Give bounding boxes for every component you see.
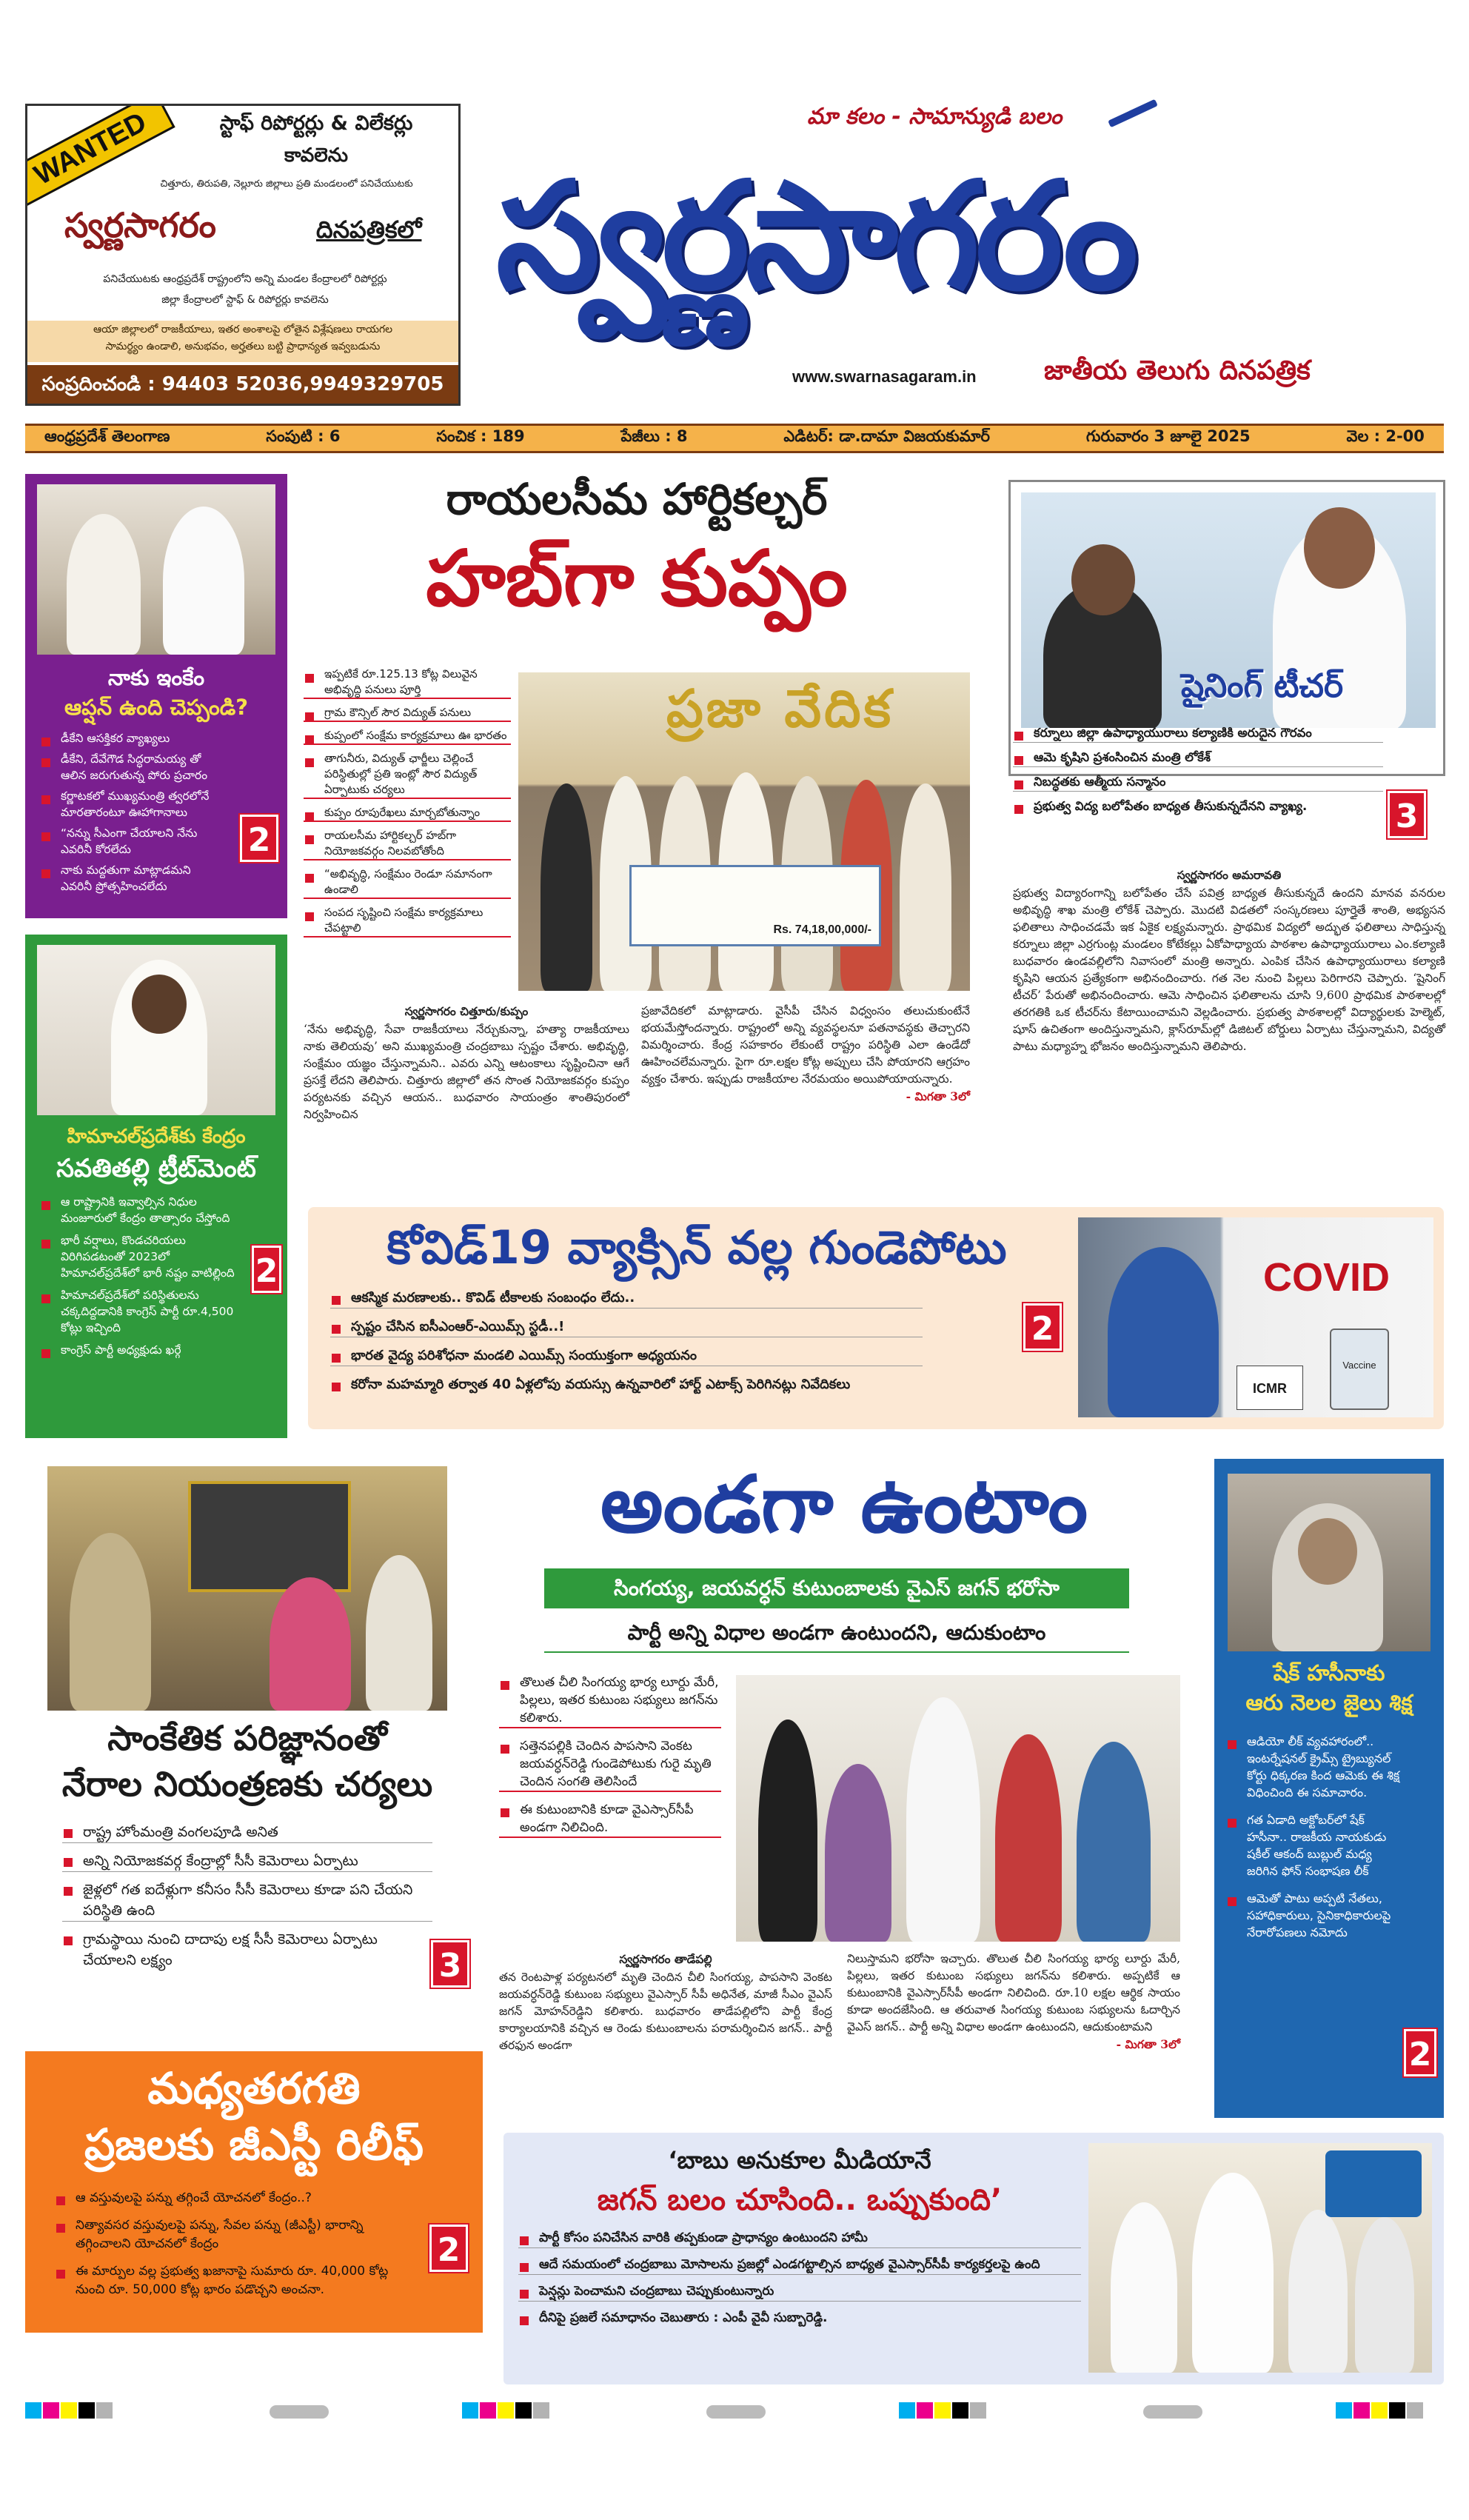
list-item: ఆకస్మిక మరణాలకు.. కొవిడ్ టీకాలకు సంబంధం లేదు.. bbox=[330, 1289, 923, 1309]
ad-brand-name: స్వర్ణసాగరం bbox=[64, 205, 216, 245]
ad-heading bbox=[175, 112, 457, 171]
jagan-body-col2 bbox=[847, 1951, 1180, 2053]
cctv-story bbox=[25, 1459, 469, 2022]
jagan-body-col1 bbox=[499, 1951, 832, 2054]
teacher-body bbox=[1013, 866, 1445, 1055]
kuppam-bullets bbox=[304, 666, 511, 938]
covid-image-word: COVID bbox=[1263, 1255, 1391, 1300]
list-item: నిబద్ధతకు ఆత్మీయ సన్మానం bbox=[1013, 773, 1383, 792]
teacher-bullets bbox=[1013, 724, 1383, 815]
ad-line2: కావలెను bbox=[284, 144, 348, 167]
list-item: పెన్షన్లు పెంచామని చంద్రబాబు చెప్పుకుంటున్నారు bbox=[518, 2282, 1081, 2302]
list-item: గ్రామస్థాయి నుంచి దాదాపు లక్ష సీసీ కెమెరాలు ఏర్పాటు చేయాలని లక్ష్యం bbox=[62, 1929, 432, 1971]
list-item: ప్రభుత్వ విద్య బలోపేతం బాధ్యత తీసుకున్నదేనని వ్యాఖ్య. bbox=[1013, 798, 1383, 815]
dk-photo bbox=[37, 484, 275, 655]
list-item: భారత వైద్య పరిశోధనా మండలి ఎయిమ్స్ సంయుక్తంగా అధ్యయనం bbox=[330, 1346, 923, 1366]
list-item: కుప్పం రూపురేఖలు మార్చబోతున్నాం bbox=[304, 805, 511, 822]
list-item: గ్రామ కౌన్సిల్ సౌర విద్యుత్ పనులు bbox=[304, 705, 511, 722]
kharge-photo bbox=[37, 945, 275, 1115]
kuppam-body-col1 bbox=[304, 1003, 629, 1123]
jagan-more[interactable]: - మిగతా 3లో bbox=[1116, 2037, 1180, 2051]
info-states: ఆంధ్రప్రదేశ్ తెలంగాణ bbox=[44, 427, 170, 445]
list-item: పార్టీ కోసం పనిచేసిన వారికి తప్పకుండా ప్రాధాన్యం ఉంటుందని హామీ bbox=[518, 2229, 1081, 2248]
info-volume: సంపుటి : 6 bbox=[266, 427, 341, 445]
ad-line7: సామర్థ్యం ఉండాలి, అనుభవం, అర్హతలు బట్టి ప్రాధాన్యత ఇవ్వబడును bbox=[105, 341, 381, 352]
jagan-dateline: స్వర్ణసాగరం తాడేపల్లి bbox=[619, 1952, 712, 1966]
ad-contact: సంప్రదించండి : 94403 52036,9949329705 bbox=[27, 365, 458, 404]
ad-line5: జిల్లా కేంద్రాలలో స్టాఫ్ & రిపోర్టర్లు కావలెను bbox=[161, 294, 329, 306]
media-photo bbox=[1088, 2143, 1432, 2373]
cheque-amount: Rs. 74,18,00,000/- bbox=[773, 923, 871, 936]
teacher-body-text: ప్రభుత్వ విద్యారంగాన్ని బలోపేతం చేసే పవిత్ర బాధ్యత తీసుకున్నదే ఉందని మానవ వనరుల అభివృద్ధి శాఖ మంత్రి లోకేశ్ చెప్పారు. మొదటి విడతలో సంస్కరణలు పూర్తైతే శాంతి, అభ్యసన ఫలితాలు సాధించడమే ఇక ఏకైక లక్ష్యమన్నారు. ప్రాథమిక విద్యలో అద్భుత ఫలితాలు సాధిస్తున్న కర్నూలు జిల్లా ఎర్రగుంట్ల మండలం కోటేకల్లు ఏకోపాధ్యాయ పాఠశాల ఉపాధ్యాయురాలు ఎం.కల్యాణి బుధవారం ఉండవల్లిలోని నివాసంలో మంత్రి అన్నారు. ఎంపిక చేసిన ఉపాధ్యాయురాలు కల్యాణి కృషిని ఆయన ప్రత్యేకంగా అభినందించారు. గత నెల నుంచి పిల్లలు పెరిగారని చెప్పారు. ‘షైనింగ్ టీచర్’ పేరుతో అభినందించారు. ఆమె సాధించిన ఫలితాలను చూసి 9,600 ప్రాథమిక పాఠశాలల్లో తరగతికి ఒక టీచర్‌ను కేటాయించామని వెల్లడించారు. ప్రభుత్వ పాఠశాలల్లో విద్యార్థులకు హెల్మెట్, షూస్ ఉచితంగా అందిస్తున్నామని, క్లాస్‌రూమ్‌ల్లో డిజిటల్ బోర్డులు ఏర్పాటు చేస్తున్నామని, విద్యతో పాటు మధ్యాహ్న భోజనం అందిస్తున్నామని తెలిపారు. bbox=[1013, 886, 1445, 1053]
vaccine-vial bbox=[1330, 1328, 1389, 1410]
info-price: వెల : 2-00 bbox=[1346, 427, 1425, 445]
info-editor: ఎడిటర్: డా.దామా విజయకుమార్ bbox=[783, 427, 991, 445]
ad-brand-row bbox=[42, 201, 449, 260]
list-item: డీకేని, దేవేగౌడ సిద్ధరామయ్య తో ఆలిన జరుగుతున్న పోరు ప్రచారం bbox=[40, 751, 225, 783]
masthead-tagline: మా కలం - సామాన్యుడి బలం bbox=[807, 104, 1063, 130]
ad-brand-tail: దినపత్రికలో bbox=[316, 215, 422, 244]
info-pages: పేజీలు : 8 bbox=[620, 427, 688, 445]
hasina-photo bbox=[1228, 1474, 1430, 1651]
page-ref-badge[interactable]: 2 bbox=[1023, 1303, 1062, 1351]
info-bar bbox=[25, 424, 1444, 453]
list-item: “నన్ను సీఎంగా చేయాలని నేను ఎవరినీ కోరలేదు bbox=[40, 825, 225, 858]
list-item: అన్ని నియోజకవర్గ కేంద్రాల్లో సీసీ కెమెరాలు ఏర్పాటు bbox=[62, 1851, 432, 1872]
jagan-story bbox=[489, 1459, 1199, 2148]
kuppam-dateline: స్వర్ణసాగరం చిత్తూరు/కుప్పం bbox=[404, 1004, 529, 1018]
kuppam-headline: హబ్‌గా కుప్పం bbox=[426, 533, 848, 624]
vaccine-vial-label: Vaccine bbox=[1342, 1360, 1376, 1371]
ad-line3: చిత్తూరు, తిరుపతి, నెల్లూరు జిల్లాలు ప్రతి మండలంలో పనిచేయుటకు bbox=[160, 178, 413, 190]
hasina-caption1: షేక్ హసీనాకు bbox=[1273, 1660, 1385, 1685]
kuppam-kicker: రాయలసీమ హార్టికల్చర్ bbox=[446, 474, 828, 524]
list-item: కరోనా మహమ్మారి తర్వాత 40 ఏళ్లలోపు వయస్సు ఉన్నవారిలో హార్ట్ ఎటాక్స్ పెరిగినట్లు నివేదికలు bbox=[330, 1375, 1071, 1394]
dk-bullets bbox=[40, 730, 225, 895]
plaque bbox=[188, 1481, 351, 1592]
list-item: దీనిపై ప్రజలే సమాధానం చెబుతారు : ఎంపీ వైవీ సుబ్బారెడ్డి. bbox=[518, 2309, 1081, 2327]
list-item: నాకు మద్దతుగా మాట్లాడమని ఎవరినీ ప్రోత్సహించలేదు bbox=[40, 862, 225, 895]
jagan-body1: తన రెంటపాళ్ల పర్యటనలో మృతి చెందిన చీలి సింగయ్య, పాపసాని వెంకట జయవర్ధన్‌రెడ్డి కుటుంబ సభ్యులు వైఎస్సార్ సీపీ అధినేత, మాజీ సీఎం వైఎస్ జగన్ మోహన్‌రెడ్డిని కలిశారు. బుధవారం తాడేపల్లిలోని పార్టీ కేంద్ర కార్యాలయానికి వచ్చిన ఆ రెండు కుటుంబాలను పరామర్శించిన జగన్.. పార్టీ తరఫున అండగా bbox=[499, 1971, 832, 2052]
masthead bbox=[481, 96, 1444, 415]
list-item: జైళ్లలో గత ఐదేళ్లుగా కనీసం సీసీ కెమెరాలు కూడా పని చేయని పరిస్థితి ఉంది bbox=[62, 1879, 432, 1922]
list-item: రాష్ట్ర హోంమంత్రి వంగలపూడి అనిత bbox=[62, 1822, 432, 1843]
cctv-headline2: నేరాల నియంత్రణకు చర్యలు bbox=[61, 1764, 433, 1804]
list-item: డీకేని ఆసక్తికర వ్యాఖ్యలు bbox=[40, 730, 225, 746]
jagan-body2: నిలుస్తామని భరోసా ఇచ్చారు. తొలుత చీలి సింగయ్య భార్య లూర్దు మేరీ, పిల్లలు, ఇతర కుటుంబ సభ్యులు జగన్‌ను కలిశారు. అప్పటికే ఆ కుటుంబానికి వైఎస్సార్‌సీపీ అండగా నిలిచింది. రూ.10 లక్షల ఆర్థిక సాయం కూడా అందజేసింది. ఆ తరువాత సింగయ్య కుటుంబ సభ్యులను ఓదార్చిన వైఎస్ జగన్.. పార్టీ అన్ని విధాల అండగా ఉంటుందని, ఆదుకుంటామని bbox=[847, 1952, 1180, 2033]
gst-headline1: మధ్యతరగతి bbox=[147, 2063, 361, 2113]
list-item: గత ఏడాది అక్టోబర్‌లో షేక్ హసీనా.. రాజకీయ నాయకుడు షకీల్ ఆకంద్ బుబ్లుల్ మధ్య జరిగిన ఫోన్ సంభాషణ లీక్ bbox=[1226, 1811, 1404, 1879]
ad-line6: ఆయా జిల్లాలలో రాజకీయాలు, ఇతర అంశాలపై లోతైన విశ్లేషణలు రాయగల bbox=[93, 324, 393, 335]
covid-headline: కోవిడ్19 వ్యాక్సిన్ వల్ల గుండెపోటు bbox=[387, 1220, 1007, 1274]
hasina-box bbox=[1214, 1459, 1444, 2118]
list-item: కర్నూలు జిల్లా ఉపాధ్యాయురాలు కల్యాణికి అరుదైన గౌరవం bbox=[1013, 724, 1383, 743]
gst-headline2: ప్రజలకు జీఎస్టీ రిలీఫ్ bbox=[84, 2119, 424, 2170]
dk-title2: ఆప్షన్ ఉంది చెప్పండి? bbox=[64, 695, 249, 720]
list-item: ఆదే సమయంలో చంద్రబాబు మోసాలను ప్రజల్లో ఎండగట్టాల్సిన బాధ్యత వైఎస్సార్‌సీపీ కార్యకర్తలపై ఉంది bbox=[518, 2256, 1081, 2275]
himachal-title1: హిమాచల్‌ప్రదేశ్‌కు కేంద్రం bbox=[67, 1126, 246, 1148]
gst-bullets bbox=[55, 2189, 410, 2299]
media-story bbox=[503, 2133, 1444, 2384]
list-item: తొలుత చీలి సింగయ్య భార్య లూర్దు మేరీ, పిల్లలు, ఇతర కుటుంబ సభ్యులు జగన్‌ను కలిశారు. bbox=[499, 1674, 721, 1728]
list-item: నిత్యావసర వస్తువులపై పన్ను, సేవల పన్ను (జీఎస్టీ) భారాన్ని తగ్గించాలని యోచనలో కేంద్రం bbox=[55, 2216, 410, 2253]
list-item: కుప్పంలో సంక్షేమ కార్యక్రమాలు ఊ భారతం bbox=[304, 728, 511, 745]
list-item: ఆమె కృషిని ప్రశంసించిన మంత్రి లోకేశ్ bbox=[1013, 749, 1383, 767]
teacher-story bbox=[1008, 480, 1450, 1198]
media-headline1: ‘బాబు అనుకూల మీడియానే bbox=[668, 2146, 931, 2174]
himachal-box bbox=[25, 935, 287, 1438]
list-item: భారీ వర్షాలు, కొండచరియలు విరిగిపడటంతో 2023లో హిమాచల్‌ప్రదేశ్‌లో భారీ నష్టం వాటిల్లింది bbox=[40, 1232, 240, 1281]
ad-info-strip bbox=[27, 321, 458, 362]
list-item: తాగునీరు, విద్యుత్ ఛార్జీలు చెల్లించే పరిస్థితుల్లో ప్రతి ఇంట్లో సౌర విద్యుత్ ఏర్పాటుకు చర్యలు bbox=[304, 751, 511, 799]
jagan-headline: అండగా ఉంటాం bbox=[600, 1459, 1088, 1550]
registration-marks bbox=[25, 2402, 1444, 2424]
list-item: రాయలసీమ హార్టికల్చర్ హబ్‌గా నియోజకవర్గం నిలవబోతోంది bbox=[304, 828, 511, 860]
list-item: “అభివృద్ధి, సంక్షేమం రెండూ సమానంగా ఉండాలి bbox=[304, 866, 511, 899]
info-issue: సంచిక : 189 bbox=[436, 427, 525, 445]
cctv-photo bbox=[47, 1466, 447, 1711]
list-item: ఈ మార్పుల వల్ల ప్రభుత్వ ఖజానాపై సుమారు రూ. 40,000 కోట్ల నుంచి రూ. 50,000 కోట్ల భారం పడొచ్చని అంచనా. bbox=[55, 2262, 410, 2299]
cctv-bullets bbox=[62, 1822, 432, 1971]
page-ref-badge[interactable]: 2 bbox=[240, 815, 278, 862]
dk-shivakumar-box bbox=[25, 474, 287, 918]
page-ref-badge[interactable]: 2 bbox=[429, 2225, 468, 2272]
list-item: ఆ వస్తువులపై పన్ను తగ్గించే యోచనలో కేంద్రం..? bbox=[55, 2189, 410, 2207]
jagan-sub2: పార్టీ అన్ని విధాల అండగా ఉంటుందని, ఆదుకుంటాం bbox=[544, 1613, 1129, 1653]
ad-wanted-label: WANTED bbox=[29, 106, 152, 192]
list-item: హిమాచల్‌ప్రదేశ్‌లో పరిస్థితులను చక్కదిద్దడానికి కాంగ్రెస్ పార్టీ రూ.4,500 కోట్లు ఇచ్చింది bbox=[40, 1287, 240, 1336]
kuppam-body2: ప్రజావేదికలో మాట్లాడారు. వైసీపీ చేసిన విధ్వంసం తలుచుకుంటేనే భయమేస్తోందన్నారు. రాష్ట్రంలో అన్ని వ్యవస్థలనూ పతనావస్థకు తెచ్చారని విమర్శించారు. కేంద్ర సహకారం లేకుంటే రాష్ట్రం పరిస్థితి ఎలా ఉండేదో ఊహించలేమన్నారు. పైగా రూ.లక్షల కోట్ల అప్పులు చేసి పోయారని ఆగ్రహం వ్యక్తం చేశారు. ఇప్పుడు రాజకీయాల నేరమయం అయిపోయాయన్నారు. bbox=[641, 1004, 970, 1086]
gst-box bbox=[25, 2051, 483, 2333]
kuppam-photo bbox=[518, 672, 970, 991]
list-item: ఇప్పటికే రూ.125.13 కోట్ల విలువైన అభివృద్ధి పనులు పూర్తి bbox=[304, 666, 511, 699]
covid-photo bbox=[1078, 1217, 1433, 1417]
masthead-subtitle: జాతీయ తెలుగు దినపత్రిక bbox=[1044, 355, 1311, 386]
ad-line1: స్టాఫ్ రిపోర్టర్లు & విలేకర్లు bbox=[219, 112, 413, 135]
hasina-bullets bbox=[1226, 1733, 1404, 1941]
media-headline2: జగన్ బలం చూసింది.. ఒప్పుకుంది’ bbox=[597, 2183, 1003, 2217]
page-ref-badge[interactable]: 3 bbox=[1388, 791, 1426, 838]
list-item: కాంగ్రెస్ పార్టీ అధ్యక్షుడు ఖర్గే bbox=[40, 1342, 240, 1358]
jagan-photo bbox=[736, 1675, 1180, 1942]
list-item: ఈ కుటుంబానికి కూడా వైఎస్సార్‌సీపీ అండగా నిలిచింది. bbox=[499, 1801, 721, 1838]
cctv-headline1: సాంకేతిక పరిజ్ఞానంతో bbox=[107, 1718, 387, 1758]
himachal-bullets bbox=[40, 1194, 240, 1358]
page-ref-badge[interactable]: 3 bbox=[431, 1940, 469, 1988]
icmr-logo-text: ICMR bbox=[1253, 1381, 1287, 1396]
list-item: స్పష్టం చేసిన ఐసీఎంఆర్-ఎయిమ్స్ స్టడీ..! bbox=[330, 1317, 923, 1337]
list-item: కర్ణాటకలో ముఖ్యమంత్రి త్వరలోనే మారతారంటూ ఊహాగానాలు bbox=[40, 788, 225, 820]
teacher-caption: షైనింగ్ టీచర్ bbox=[1181, 667, 1344, 705]
kuppam-more[interactable]: - మిగతా 3లో bbox=[906, 1089, 970, 1103]
icmr-logo bbox=[1237, 1366, 1303, 1410]
kuppam-body1: ‘నేను అభివృద్ధి, సేవా రాజకీయాలు నేర్చుకున్నా, హత్యా రాజకీయాలు నాకు తెలియవు’ అని ముఖ్యమంత్రి చంద్రబాబు స్పష్టం చేశారు. అభివృద్ధి, సంక్షేమం యజ్ఞం చేస్తున్నామని.. ఎవరు ఎన్ని ఆటంకాలు సృష్టించినా ఆగే ప్రసక్తే లేదని తెలిపారు. చిత్తూరు జిల్లాలో తన సొంత నియోజకవర్గం కుప్పం పర్యటనకు వచ్చిన ఆయన.. బుధవారం సాయంత్రం శాంతిపురంలో నిర్వహించిన bbox=[304, 1023, 629, 1121]
list-item: సత్తెనపల్లికి చెందిన పాపసాని వెంకట జయవర్ధన్‌రెడ్డి గుండెపోటుకు గురై మృతి చెందిన సంగతి తెలిసిందే bbox=[499, 1737, 721, 1792]
covid-story bbox=[308, 1207, 1444, 1429]
pen-icon bbox=[1108, 99, 1158, 128]
info-date: గురువారం 3 జూలై 2025 bbox=[1085, 427, 1251, 445]
jagan-sub1: సింగయ్య, జయవర్ధన్ కుటుంబాలకు వైఎస్ జగన్ భరోసా bbox=[544, 1568, 1129, 1608]
kuppam-story bbox=[296, 474, 977, 1200]
recruitment-ad bbox=[25, 104, 461, 406]
covid-bullets bbox=[330, 1289, 1071, 1394]
jagan-bullets bbox=[499, 1674, 721, 1838]
list-item: ఆమెతో పాటు అప్పటి నేతలు, సహాధికారులు, సైనికాధికారులపై నేరారోపణలు నమోదు bbox=[1226, 1890, 1404, 1941]
ad-line4: పనిచేయుటకు ఆంధ్రప్రదేశ్ రాష్ట్రంలోని అన్ని మండల కేంద్రాలలో రిపోర్టర్లు bbox=[103, 273, 387, 285]
hasina-caption2: ఆరు నెలల జైలు శిక్ష bbox=[1245, 1690, 1413, 1715]
cheque-board bbox=[629, 865, 881, 946]
dk-title1: నాకు ఇంకేం bbox=[107, 665, 205, 690]
kuppam-photo-banner: ప్రజా వేదిక bbox=[666, 678, 894, 739]
masthead-title: స్వర్ణసాగరం bbox=[496, 150, 1134, 323]
page-ref-badge[interactable]: 2 bbox=[1404, 2029, 1436, 2076]
teacher-dateline: స్వర్ణసాగరం అమరావతి bbox=[1177, 868, 1282, 882]
list-item: ఆడియో లీక్ వ్యవహారంలో.. ఇంటర్నేషనల్ క్రైమ్స్ ట్రైబ్యునల్ కోర్టు ధిక్కరణ కింద ఆమెకు ఈ శిక్ష విధించింది ఈ సమాచారం. bbox=[1226, 1733, 1404, 1801]
list-item: ఆ రాష్ట్రానికి ఇవ్వాల్సిన నిధుల మంజూరులో కేంద్రం తాత్సారం చేస్తోంది bbox=[40, 1194, 240, 1226]
himachal-title2: సవతితల్లి ట్రీట్‌మెంట్ bbox=[56, 1154, 256, 1183]
masthead-website: www.swarnasagaram.in bbox=[792, 367, 977, 386]
kuppam-body-col2 bbox=[641, 1003, 970, 1105]
page-ref-badge[interactable]: 2 bbox=[252, 1246, 281, 1293]
media-bullets bbox=[518, 2229, 1081, 2327]
list-item: సంపద సృష్టించి సంక్షేమ కార్యక్రమాలు చేపట్టాలి bbox=[304, 905, 511, 938]
